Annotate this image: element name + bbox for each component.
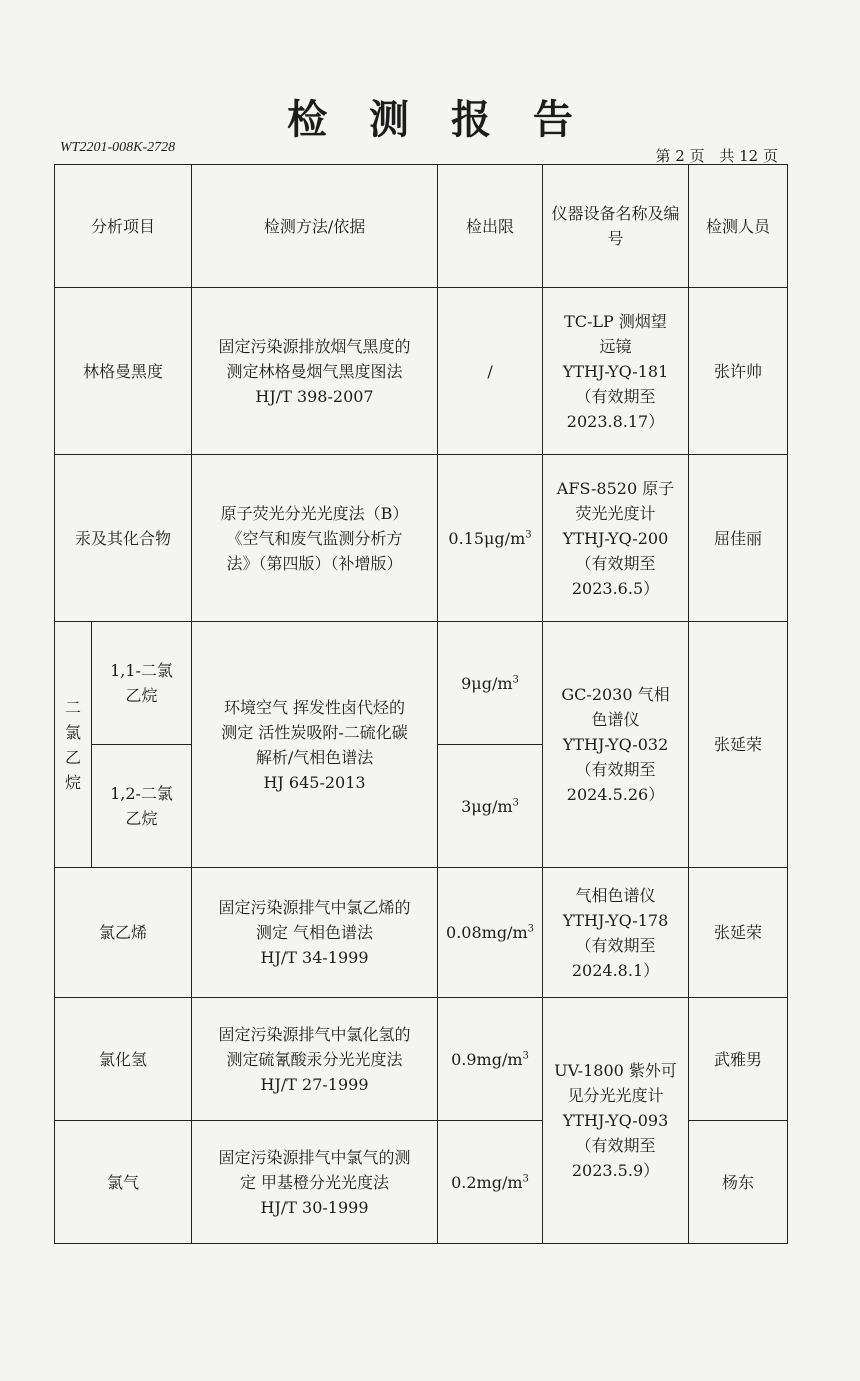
method-line: 测定林格曼烟气黑度图法 xyxy=(226,361,403,381)
limit-cell: / xyxy=(438,288,543,455)
item-cell: 氯化氢 xyxy=(55,998,192,1121)
limit-cell xyxy=(438,455,543,622)
limit-exponent: 3 xyxy=(522,1050,529,1062)
method-line: HJ/T 34-1999 xyxy=(260,948,369,967)
method-line: 环境空气 挥发性卤代烃的 xyxy=(223,697,406,717)
method-cell xyxy=(192,1121,438,1244)
method-line: 《空气和废气监测分析方 xyxy=(226,528,403,548)
instrument-line: GC-2030 气相 xyxy=(561,685,670,704)
instrument-line: 2023.6.5） xyxy=(571,578,660,598)
limit-value: 0.2mg/m xyxy=(451,1172,523,1192)
method-line: HJ/T 30-1999 xyxy=(260,1197,369,1217)
method-line: 固定污染源排气中氯乙烯的 xyxy=(218,898,411,917)
group-char: 乙 xyxy=(64,747,81,767)
instrument-cell xyxy=(543,288,689,455)
instrument-line: AFS-8520 原子 xyxy=(556,478,675,498)
limit-exponent: 3 xyxy=(512,674,519,686)
method-line: 解析/气相色谱法 xyxy=(255,747,374,767)
method-line: 测定 活性炭吸附-二硫化碳 xyxy=(221,722,408,742)
method-line: 定 甲基橙分光光度法 xyxy=(239,1172,390,1192)
method-line: 原子荧光分光光度法（B） xyxy=(220,503,409,523)
limit-exponent: 3 xyxy=(522,1173,529,1185)
method-line: HJ/T 398-2007 xyxy=(255,386,374,406)
header-limit: 检出限 xyxy=(438,165,543,288)
instrument-cell xyxy=(543,868,689,998)
method-line: HJ/T 27-1999 xyxy=(260,1074,369,1094)
method-cell xyxy=(192,868,438,998)
method-line: 固定污染源排放烟气黑度的 xyxy=(218,336,411,356)
limit-cell xyxy=(438,622,543,745)
instrument-cell xyxy=(543,998,689,1244)
instrument-line: 荧光光度计 xyxy=(575,503,656,523)
method-cell xyxy=(192,288,438,455)
limit-value: 0.08mg/m xyxy=(446,923,528,942)
sub-item-cell xyxy=(92,622,192,745)
test-methods-table xyxy=(54,164,788,1244)
group-char: 氯 xyxy=(64,722,81,742)
instrument-line: 远镜 xyxy=(599,336,632,356)
limit-cell xyxy=(438,998,543,1121)
limit-cell xyxy=(438,868,543,998)
group-cell-dichloroethane xyxy=(55,622,92,868)
method-cell xyxy=(192,622,438,868)
instrument-line: 见分光光度计 xyxy=(567,1086,664,1105)
sub-item-line: 1,1-二氯 xyxy=(110,661,173,680)
sub-item-line: 乙烷 xyxy=(125,809,158,828)
header-method: 检测方法/依据 xyxy=(192,165,438,288)
item-cell: 林格曼黑度 xyxy=(55,288,192,455)
group-char: 二 xyxy=(64,697,81,717)
instrument-line: 2024.5.26） xyxy=(566,785,665,804)
limit-exponent: 3 xyxy=(512,797,519,809)
header-staff: 检测人员 xyxy=(689,165,788,288)
instrument-line: 2023.5.9） xyxy=(571,1161,660,1180)
instrument-line: 气相色谱仪 xyxy=(575,885,656,905)
limit-exponent: 3 xyxy=(527,923,534,935)
item-cell: 汞及其化合物 xyxy=(55,455,192,622)
table-row xyxy=(55,288,788,455)
instrument-line: YTHJ-YQ-093 xyxy=(562,1111,669,1130)
instrument-line: YTHJ-YQ-200 xyxy=(562,528,669,548)
table-row xyxy=(55,998,788,1121)
instrument-line: （有效期至 xyxy=(575,935,656,955)
instrument-line: （有效期至 xyxy=(575,553,656,573)
method-cell xyxy=(192,998,438,1121)
instrument-line: （有效期至 xyxy=(575,386,656,406)
instrument-line: 2024.8.1） xyxy=(571,960,660,980)
instrument-cell xyxy=(543,622,689,868)
staff-cell: 武雅男 xyxy=(689,998,788,1121)
instrument-line: （有效期至 xyxy=(575,760,656,779)
item-cell: 氯气 xyxy=(55,1121,192,1244)
sub-item-line: 乙烷 xyxy=(125,686,158,705)
instrument-line: YTHJ-YQ-032 xyxy=(562,735,669,754)
table-row xyxy=(55,868,788,998)
method-line: 固定污染源排气中氯气的测 xyxy=(218,1147,411,1167)
table-row xyxy=(55,622,788,745)
instrument-line: YTHJ-YQ-178 xyxy=(562,910,669,930)
sub-item-cell xyxy=(92,745,192,868)
page-number: 第 2 页 xyxy=(655,147,705,165)
staff-cell: 张延荣 xyxy=(689,622,788,868)
group-char: 烷 xyxy=(64,772,81,792)
staff-cell: 杨东 xyxy=(689,1121,788,1244)
method-line: 法》（第四版）（补增版） xyxy=(226,553,403,573)
staff-cell: 张许帅 xyxy=(689,288,788,455)
method-line: 测定硫氰酸汞分光光度法 xyxy=(226,1049,403,1069)
instrument-line: （有效期至 xyxy=(575,1136,656,1155)
limit-value: 0.9mg/m xyxy=(451,1049,523,1069)
report-title: 检 测 报 告 xyxy=(287,97,587,143)
header-item: 分析项目 xyxy=(55,165,192,288)
page-info xyxy=(646,145,779,166)
method-line: 测定 气相色谱法 xyxy=(255,923,374,942)
method-line: HJ 645-2013 xyxy=(263,772,366,792)
table-row xyxy=(55,455,788,622)
limit-cell xyxy=(438,1121,543,1244)
limit-exponent: 3 xyxy=(525,529,532,541)
report-number: WT2201-008K-2728 xyxy=(60,140,176,155)
staff-cell: 屈佳丽 xyxy=(689,455,788,622)
instrument-line: TC-LP 测烟望 xyxy=(564,311,667,331)
table-header-row xyxy=(55,165,788,288)
instrument-cell xyxy=(543,455,689,622)
item-cell: 氯乙烯 xyxy=(55,868,192,998)
method-cell xyxy=(192,455,438,622)
staff-cell: 张延荣 xyxy=(689,868,788,998)
instrument-line: UV-1800 紫外可 xyxy=(554,1061,677,1080)
instrument-line: YTHJ-YQ-181 xyxy=(562,361,669,381)
limit-value: 3μg/m xyxy=(461,796,513,816)
instrument-line: 2023.8.17） xyxy=(566,411,665,431)
page-total: 共 12 页 xyxy=(719,147,778,165)
method-line: 固定污染源排气中氯化氢的 xyxy=(218,1024,411,1044)
limit-value: 0.15μg/m xyxy=(448,528,526,548)
limit-value: 9μg/m xyxy=(461,673,513,693)
sub-item-line: 1,2-二氯 xyxy=(110,784,173,803)
limit-cell xyxy=(438,745,543,868)
header-instrument: 仪器设备名称及编号 xyxy=(543,165,689,288)
instrument-line: 色谱仪 xyxy=(591,710,640,729)
